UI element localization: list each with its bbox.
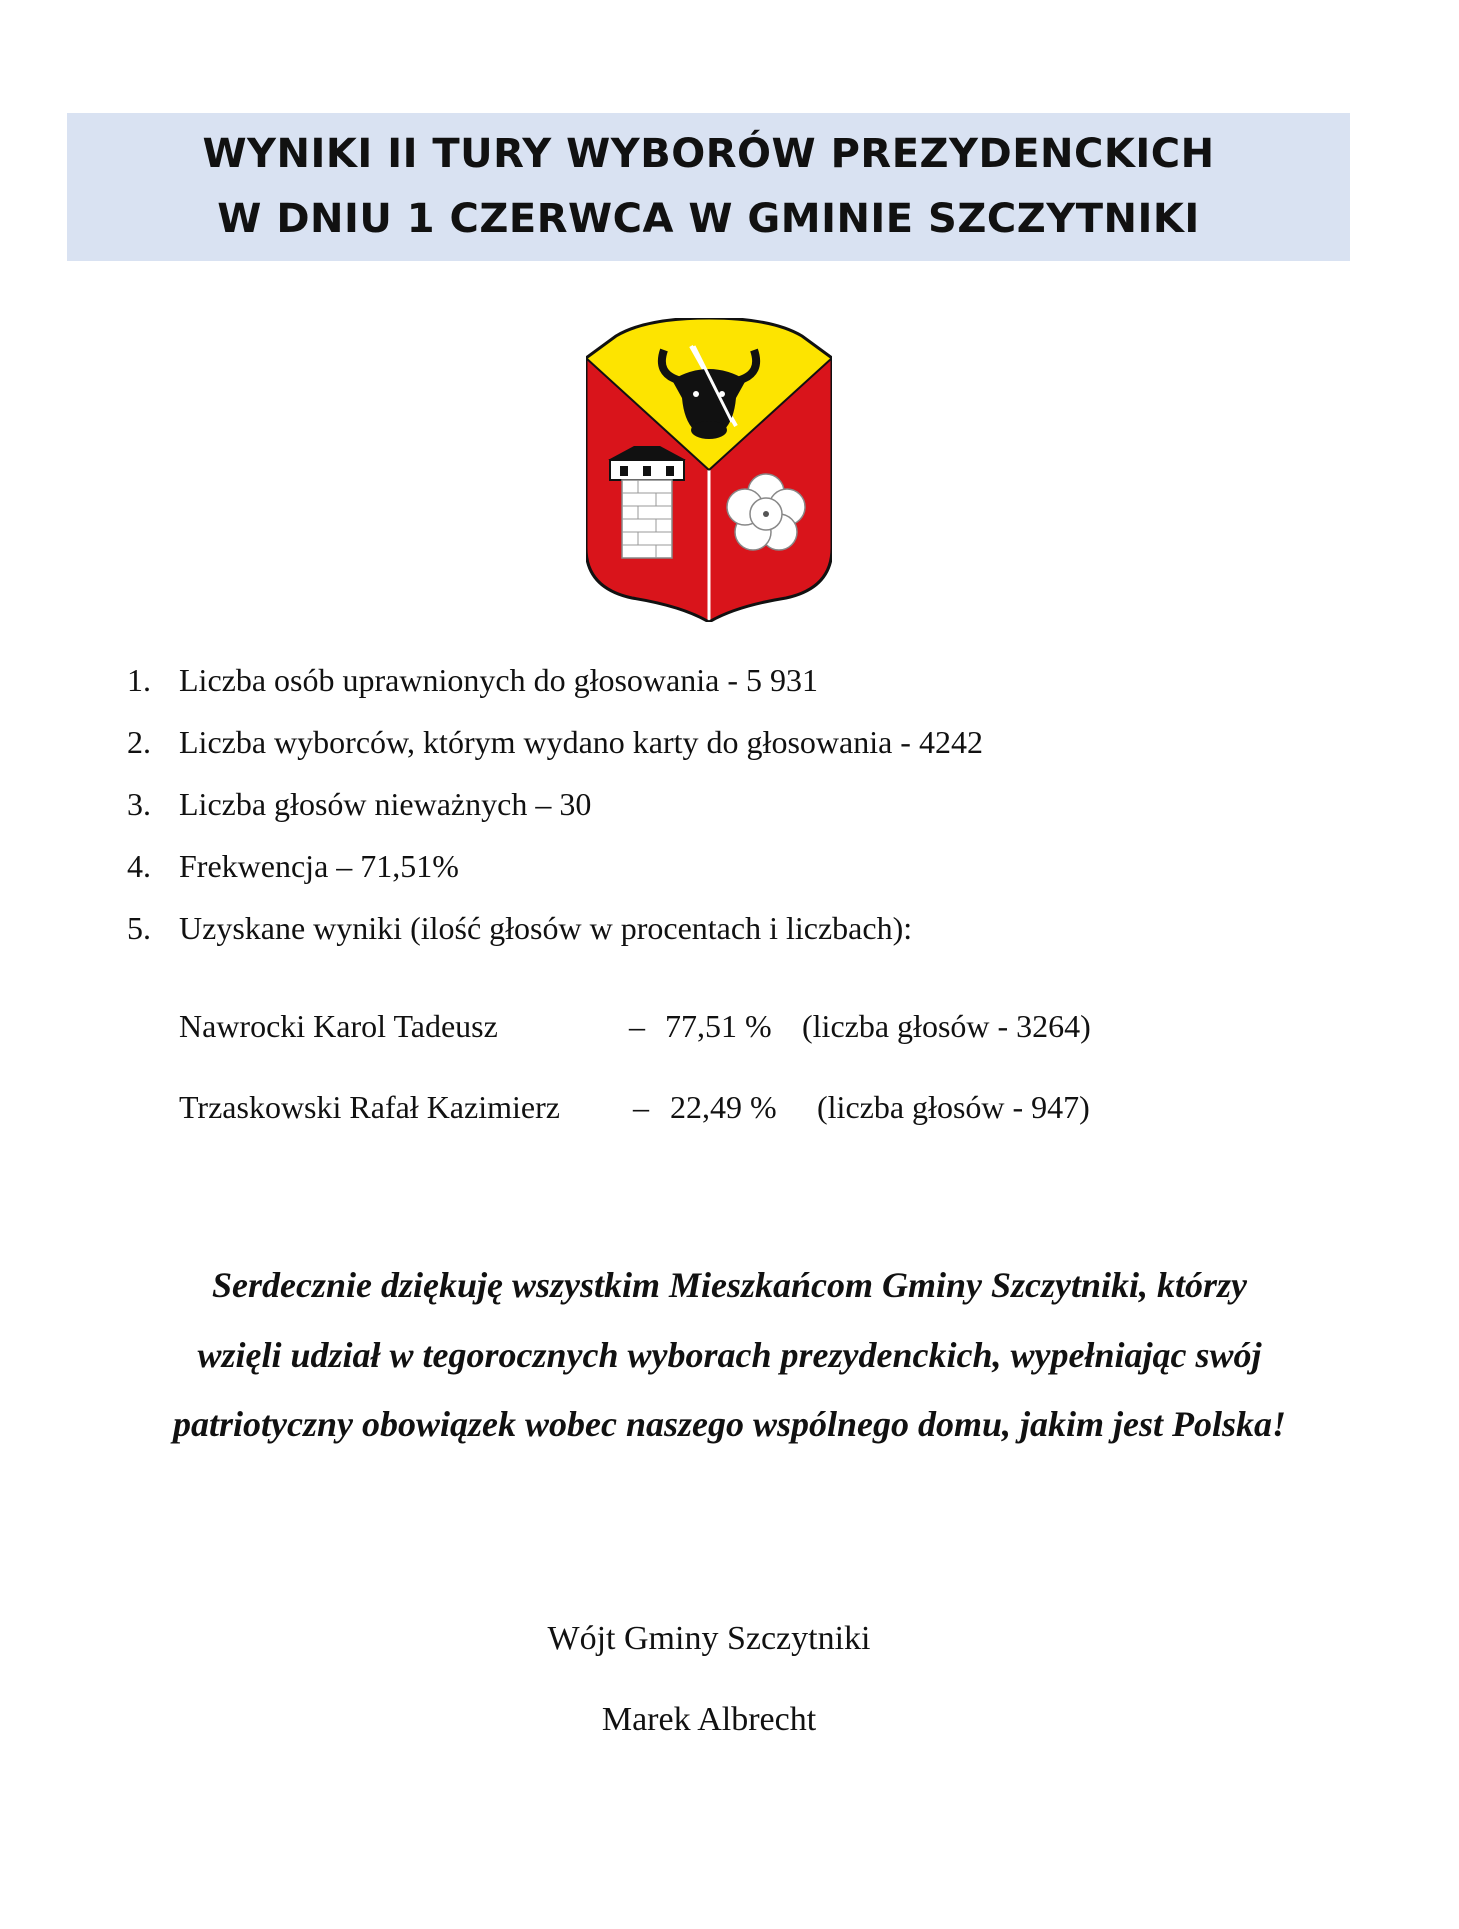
list-item — [127, 662, 818, 699]
candidate-percent: 77,51 % — [665, 1008, 772, 1044]
page-title-line-1: WYNIKI II TURY WYBORÓW PREZYDENCKICH — [202, 131, 1215, 177]
list-item — [127, 786, 591, 823]
list-number: 4. — [127, 848, 151, 884]
thanks-line-1: Serdecznie dziękuję wszystkim Mieszkańcom Gminy Szczytniki, którzy — [211, 1265, 1248, 1305]
thanks-line-2: wzięli udział w tegorocznych wyborach prezydenckich, wypełniając swój — [197, 1335, 1262, 1375]
candidate-name: Trzaskowski Rafał Kazimierz — [179, 1089, 560, 1125]
list-number: 3. — [127, 786, 151, 822]
list-text: Liczba osób uprawnionych do głosowania - 5 931 — [179, 662, 818, 698]
candidate-dash: – — [633, 1089, 649, 1125]
list-text: Liczba wyborców, którym wydano karty do głosowania - 4242 — [179, 724, 983, 760]
list-text: Frekwencja – 71,51% — [179, 848, 459, 884]
candidate-votes: (liczba głosów - 947) — [817, 1089, 1090, 1125]
list-text: Liczba głosów nieważnych – 30 — [179, 786, 592, 822]
list-item — [127, 910, 912, 947]
list-text: Uzyskane wyniki (ilość głosów w procentach i liczbach): — [179, 910, 913, 946]
list-number: 2. — [127, 724, 151, 760]
list-number: 1. — [127, 662, 151, 698]
candidate-votes: (liczba głosów - 3264) — [802, 1008, 1091, 1044]
signature-name: Marek Albrecht — [601, 1701, 817, 1738]
title-banner — [67, 113, 1350, 261]
signature-role: Wójt Gminy Szczytniki — [547, 1620, 871, 1657]
candidate-name: Nawrocki Karol Tadeusz — [179, 1008, 498, 1044]
list-item — [127, 848, 459, 885]
coat-of-arms-icon — [586, 318, 832, 622]
candidate-dash: – — [629, 1008, 645, 1044]
thanks-line-3: patriotyczny obowiązek wobec naszego wspólnego domu, jakim jest Polska! — [172, 1404, 1287, 1444]
list-item — [127, 724, 983, 761]
page-title-line-2: W DNIU 1 CZERWCA W GMINIE SZCZYTNIKI — [217, 196, 1200, 242]
list-number: 5. — [127, 910, 151, 946]
candidate-percent: 22,49 % — [670, 1089, 777, 1125]
